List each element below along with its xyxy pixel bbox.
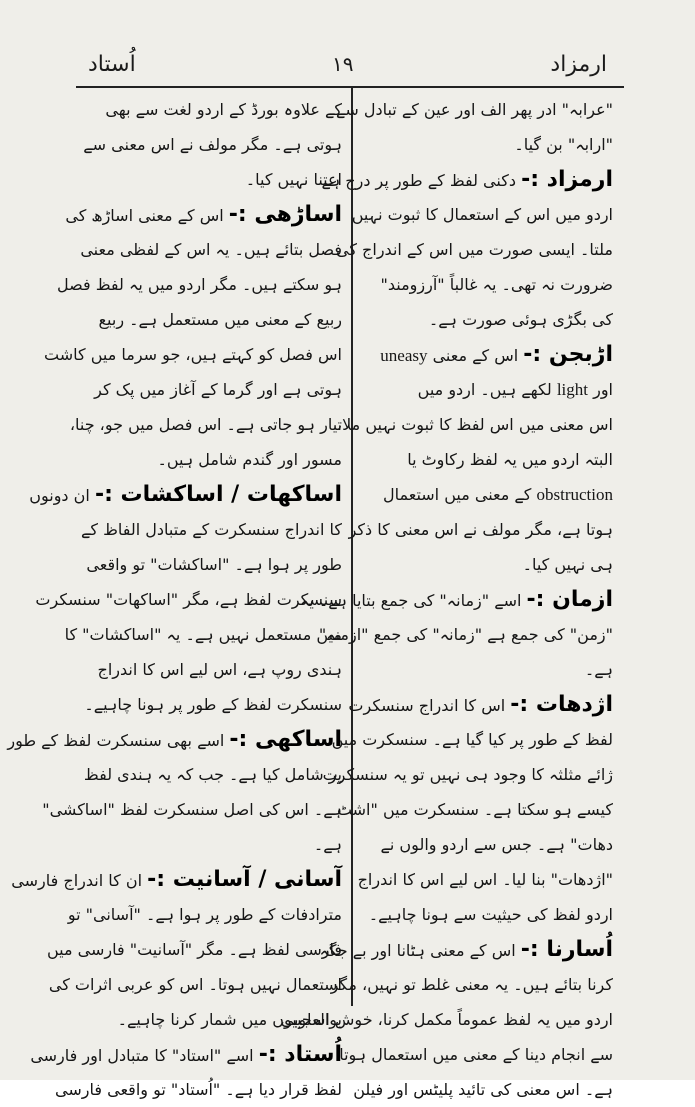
text-line: البتہ اردو میں یہ لفظ رکاوٹ یا [407, 450, 613, 469]
text-line: ہوتا ہے، مگر مولف نے اس معنی کا ذکر [348, 520, 613, 539]
headword-asakhi: اساکھی :- [229, 727, 342, 752]
text-line: ہے۔ [584, 660, 613, 679]
text-line: سنسکرت لفظ ہے، مگر "اساکھات" سنسکرت [35, 590, 342, 609]
entry-text: اس کے معنی [432, 346, 519, 365]
text-line: ہو سکتے ہیں۔ مگر اردو میں یہ لفظ فصل [57, 275, 342, 294]
entry-text: اس کے معنی اساڑھ کی [65, 206, 224, 225]
text-line: "زمن" کی جمع ہے "زمانہ" کی جمع "ازمنہ" [318, 625, 613, 644]
text-line: کا اندراج سنسکرت کے متبادل الفاظ کے [81, 520, 342, 539]
entry-text: کے معنی میں استعمال [382, 485, 532, 504]
english-word: uneasy [380, 346, 428, 365]
headword-asani: آسانی / آسانیت :- [147, 867, 342, 892]
headword-azhdhat: اژدھات :- [510, 692, 613, 717]
text-line: اس فصل کو کہتے ہیں، جو سرما میں کاشت [44, 345, 342, 364]
text-line: سنسکرت لفظ کے طور پر ہونا چاہیے۔ [84, 695, 342, 714]
text-line: اردو میں اس کے استعمال کا ثبوت نہیں [351, 205, 613, 224]
text-line: ژائے مثلثہ کا وجود ہی نہیں تو یہ سنسکرت [322, 765, 613, 784]
text-line: تیار ہو جاتی ہے۔ اس فصل میں جو، چنا، [69, 415, 342, 434]
text-line: ہے۔ اس کی اصل سنسکرت لفظ "اساکشی" [42, 800, 342, 819]
entry-line [29, 477, 342, 512]
entry-line [319, 932, 613, 967]
entry-line [65, 197, 342, 232]
text-line: ہندی روپ ہے، اس لیے اس کا اندراج [97, 660, 342, 679]
entry-text: ان کا اندراج فارسی [11, 871, 143, 890]
entry-text: اسے "استاد" کا متبادل اور فارسی [30, 1046, 254, 1065]
text-line: مترادفات کے طور پر ہوا ہے۔ "آسانی" تو [67, 905, 342, 924]
text-line: لفظ کے طور پر کیا گیا ہے۔ سنسکرت میں [331, 730, 613, 749]
headword-ustad: اُستاد :- [258, 1042, 342, 1067]
text-line: لفظ قرار دیا ہے۔ "اُستاد" تو واقعی فارسی [55, 1080, 342, 1099]
text-line: ربیع کے معنی میں مستعمل ہے۔ ربیع [98, 310, 342, 329]
text-line: اعتنا نہیں کیا۔ [245, 170, 342, 189]
text-line: "عرابہ" ادر پھر الف اور عین کے تبادل سے [335, 100, 613, 119]
entry-text: اس کے معنی ہٹانا اور بے جگہ [319, 941, 516, 960]
entry-line [11, 862, 342, 897]
text-line: پر شامل کیا ہے۔ جب کہ یہ ہندی لفظ [83, 765, 342, 784]
english-word: obstruction [536, 485, 613, 504]
entry-text: اسے "زمانہ" کی جمع بتایا ہے۔ یہ [299, 591, 522, 610]
entry-text: اور [593, 380, 613, 399]
text-line: ہے۔ اس معنی کی تائید پلیٹس اور فیلن [353, 1080, 613, 1099]
text-line: فصل بتائے ہیں۔ یہ اس کے لفظی معنی [80, 240, 342, 259]
entry-text: اس کا اندراج سنسکرت [348, 696, 506, 715]
entry-line [348, 687, 613, 722]
text-line: مسور اور گندم شامل ہیں۔ [157, 450, 342, 469]
running-header [0, 52, 695, 86]
entry-line [351, 337, 613, 372]
text-line: ملتا۔ ایسی صورت میں اس کے اندراج کی [336, 240, 613, 259]
entry-text: ان دونوں [29, 486, 90, 505]
header-left-word: اُستاد [88, 52, 136, 77]
headword-asarhi: اساڑھی :- [228, 202, 342, 227]
text-line: "ارابہ" بن گیا۔ [514, 135, 613, 154]
text-line: کے علاوہ بورڈ کے اردو لغت سے بھی [105, 100, 342, 119]
text-line: کیسے ہو سکتا ہے۔ سنسکرت میں "اشٹ [336, 800, 613, 819]
entry-line [321, 162, 613, 197]
text-line: ہے۔ [313, 835, 342, 854]
headword-azman: ازمان :- [526, 587, 613, 612]
text-line: ضرورت نہ تھی۔ یہ غالباً "آرزومند" [380, 275, 613, 294]
header-rule [76, 86, 624, 88]
text-line: کی بگڑی ہوئی صورت ہے۔ [428, 310, 613, 329]
entry-text: دکنی لفظ کے طور پر درج ہے [321, 171, 516, 190]
page-number: ۱۹ [332, 52, 354, 76]
text-line: اردو لفظ کی حیثیت سے ہونا چاہیے۔ [368, 905, 613, 924]
headword-armazad: ارمزاد :- [521, 167, 613, 192]
english-word: light [556, 380, 588, 399]
headword-asakhat: اساکھات / اساکشات :- [94, 482, 342, 507]
text-line: ہی نہیں کیا۔ [522, 555, 613, 574]
text-line [351, 477, 613, 512]
header-right-word: ارمزاد [550, 52, 607, 77]
text-line: استعمال نہیں ہوتا۔ اس کو عربی اثرات کی [48, 975, 342, 994]
text-line [351, 372, 613, 407]
text-line: کرنا بتائے ہیں۔ یہ معنی غلط تو نہیں، مگر [330, 975, 613, 994]
text-line: دھات" ہے۔ جس سے اردو والوں نے [380, 835, 613, 854]
text-line: اردو میں یہ لفظ عموماً مکمل کرنا، خوش اسلوبی [280, 1010, 613, 1029]
text-line: طور پر ہوا ہے۔ "اساکشات" تو واقعی [86, 555, 342, 574]
text-line: فارسی لفظ ہے۔ مگر "آسانیت" فارسی میں [46, 940, 342, 959]
text-line: اس معنی میں اس لفظ کا ثبوت نہیں ملا، [336, 415, 613, 434]
text-line: "اژدھات" بنا لیا۔ اس لیے اس کا اندراج [357, 870, 613, 889]
headword-usarna: اُسارنا :- [520, 937, 613, 962]
text-line: ہوتی ہے اور گرما کے آغاز میں پک کر [94, 380, 342, 399]
left-column [7, 92, 342, 1107]
text-line: ہوتی ہے۔ مگر مولف نے اس معنی سے [83, 135, 342, 154]
entry-line [30, 1037, 342, 1072]
entry-line [299, 582, 613, 617]
text-line: میں مستعمل نہیں ہے۔ یہ "اساکشات" کا [64, 625, 342, 644]
text-line: سے انجام دینا کے معنی میں استعمال ہوتا [339, 1045, 613, 1064]
entry-text: اسے بھی سنسکرت لفظ کے طور [7, 731, 225, 750]
entry-text: لکھے ہیں۔ اردو میں [417, 380, 552, 399]
text-line: بوالعجبیوں میں شمار کرنا چاہیے۔ [117, 1010, 342, 1029]
entry-line [7, 722, 342, 757]
headword-arbajan: اڑبجن :- [523, 342, 613, 367]
